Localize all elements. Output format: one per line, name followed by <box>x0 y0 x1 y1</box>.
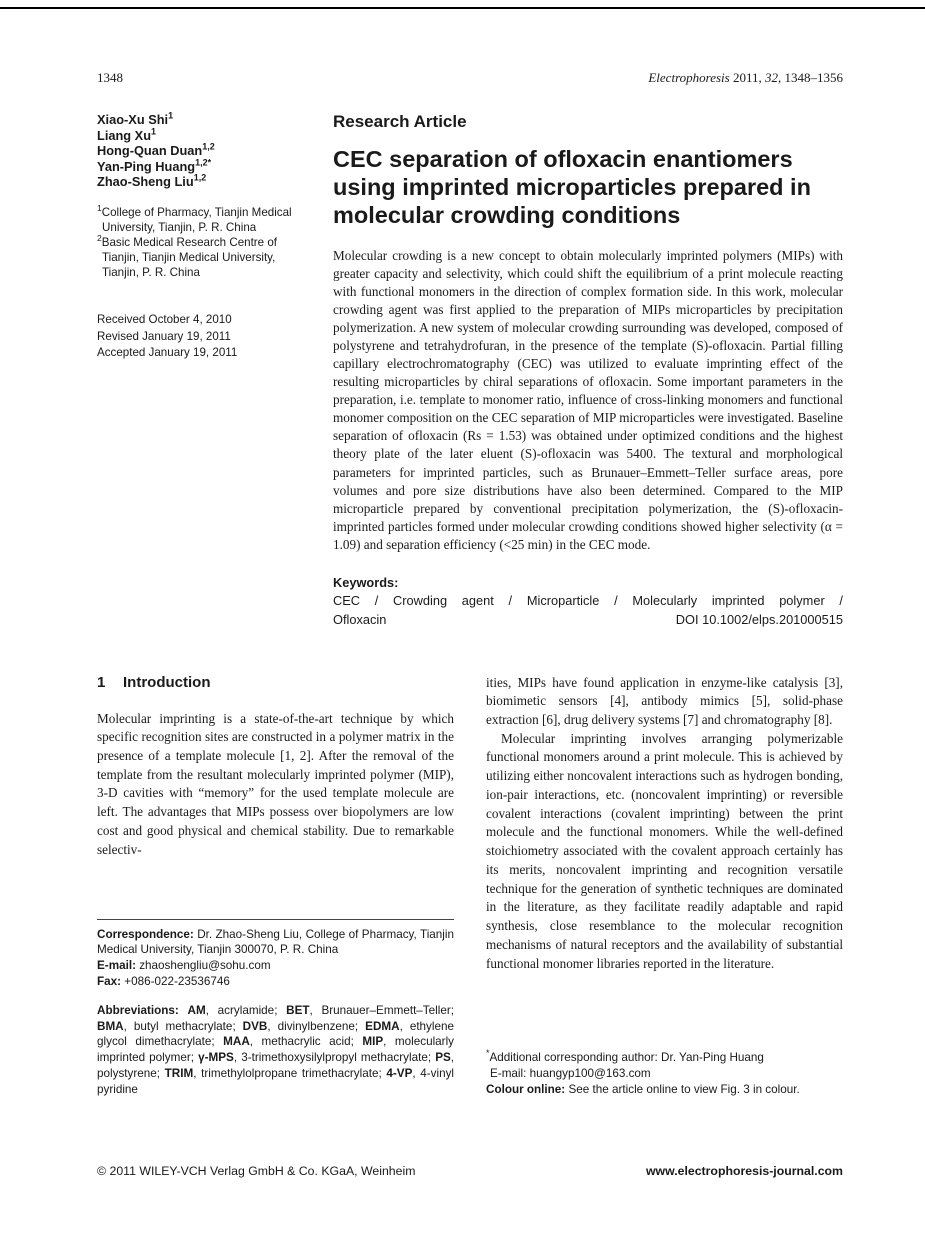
additional-email-text: E-mail: huangyp100@163.com <box>490 1066 651 1080</box>
author-affiliation-marker: 1 <box>151 126 157 137</box>
additional-author-note <box>486 1050 843 1066</box>
abbreviation-definition: ethylene glycol dimethacrylate <box>97 1019 455 1049</box>
affiliation-marker: 1 <box>97 203 102 214</box>
section-heading-introduction <box>97 674 454 691</box>
left-footnotes <box>97 919 454 1098</box>
copyright-text: © 2011 WILEY-VCH Verlag GmbH & Co. KGaA, Weinheim <box>97 1164 416 1178</box>
keywords-doi-row <box>333 611 843 630</box>
keywords-last-item: Ofloxacin <box>333 611 387 627</box>
correspondence-fax-line <box>97 974 454 990</box>
running-head <box>97 70 843 86</box>
article-type-label: Research Article <box>333 112 467 131</box>
author-affiliation-marker: 1,2 <box>193 173 207 184</box>
keywords-block <box>333 574 843 630</box>
colour-online-text: See the article online to view Fig. 3 in colour. <box>565 1082 800 1096</box>
fax-label: Fax: <box>97 974 122 988</box>
keywords-text: CEC / Crowding agent / Microparticle / Molecularly imprinted polymer / <box>333 593 843 609</box>
abbreviation-definition: Brunauer–Emmett–Teller <box>321 1003 451 1017</box>
abbreviation-term: TRIM <box>164 1066 194 1080</box>
history-received: Received October 4, 2010 <box>97 313 232 327</box>
page-footer <box>97 1164 843 1178</box>
introduction-paragraph-2: ities, MIPs have found application in enzyme-like catalysis [3], biomimetic sensors [4], antibody mimics [5], solid-phase extraction [6], drug delivery systems [7] and chromatography [8]. <box>486 674 843 727</box>
article-title: CEC separation of ofloxacin enantiomers using imprinted microparticles prepared in molecular crowding conditions <box>333 146 811 229</box>
abbreviation-definition: methacrylic acid <box>261 1035 351 1049</box>
correspondence-line <box>97 927 454 959</box>
author-affiliation-marker: 1 <box>168 110 174 121</box>
author-name-text: Hong-Quan Duan <box>97 143 203 159</box>
correspondence-text: Dr. Zhao-Sheng Liu, College of Pharmacy, Tianjin Medical University, Tianjin 300070, P. R. China <box>97 927 454 957</box>
abbreviation-term: DVB <box>242 1019 268 1033</box>
abbreviation-definition: molecularly imprinted polymer <box>97 1035 455 1065</box>
abbreviation-term: BMA <box>97 1019 124 1033</box>
author-name <box>97 159 305 175</box>
article-history <box>97 312 305 361</box>
abbreviation-definition: 3-trimethoxysilylpropyl methacrylate <box>241 1051 428 1065</box>
journal-volume: 32 <box>765 70 778 85</box>
abbreviation-term: AM <box>187 1003 206 1017</box>
abbreviation-definition: trimethylolpropane trimethacrylate <box>201 1066 379 1080</box>
body-column-right <box>486 674 843 1098</box>
history-accepted: Accepted January 19, 2011 <box>97 346 238 360</box>
author-affiliation-marker: 1,2 <box>202 141 215 152</box>
author-name-text: Yan-Ping Huang <box>97 158 196 174</box>
abbreviation-term: EDMA <box>365 1019 400 1033</box>
correspondence-email-line <box>97 958 454 974</box>
article-meta-column <box>97 112 305 630</box>
journal-name: Electrophoresis <box>648 70 730 85</box>
introduction-paragraph-3: Molecular imprinting involves arranging polymerizable functional monomers around a print molecule. This is achieved by utilizing either noncovalent interactions such as hydrogen bonding, ion-pair interactions, etc. (noncovalent imprinting) or reversible covalent interactions (covalent imprinting) between the print molecule and the functional monomers. While the well-defined stoichiometry associated with the covalent approach certainly has its merits, noncovalent imprinting and recognition versatile technique for the generation of synthetic techniques are dominated in the literature, as they facilitate readily adaptable and rapid synthesis, close resemblance to the molecular recognition mechanisms of natural receptors and the availability of substantial functional monomer libraries reported in the literature. <box>486 730 843 971</box>
page-number: 1348 <box>97 70 123 85</box>
abbreviation-definition: polystyrene <box>97 1066 157 1080</box>
correspondence-note <box>97 927 454 990</box>
history-revised: Revised January 19, 2011 <box>97 329 231 343</box>
affiliations-list <box>97 205 305 280</box>
author-name <box>97 174 305 190</box>
affiliation-text: Basic Medical Research Centre of Tianjin, Tianjin Medical University, Tianjin, P. R. China <box>101 236 278 280</box>
correspondence-label: Correspondence: <box>97 927 194 941</box>
email-label: E-mail: <box>97 959 136 973</box>
author-name <box>97 112 305 128</box>
author-name <box>97 143 305 159</box>
article-body <box>97 674 843 1098</box>
abbreviation-term: BET <box>286 1003 310 1017</box>
author-name-text: Zhao-Sheng Liu <box>97 174 194 190</box>
section-number: 1 <box>97 673 106 691</box>
abbreviation-term: 4-VP <box>386 1066 413 1080</box>
fax-text: +086-022-23536746 <box>121 974 230 988</box>
affiliation-marker: 2 <box>97 233 102 244</box>
footnote-asterisk: * <box>486 1048 490 1059</box>
journal-year: 2011, <box>729 70 765 85</box>
keywords-label: Keywords: <box>333 574 399 590</box>
footnote-rule <box>97 919 454 920</box>
colour-online-label: Colour online: <box>486 1082 566 1096</box>
affiliation-text: College of Pharmacy, Tianjin Medical University, Tianjin, P. R. China <box>101 206 292 235</box>
abbreviations-label: Abbreviations: <box>97 1003 179 1017</box>
affiliation-item <box>97 235 305 280</box>
author-name-text: Xiao-Xu Shi <box>97 112 169 127</box>
article-top-matter <box>97 112 843 630</box>
authors-list <box>97 112 305 190</box>
author-affiliation-marker: 1,2* <box>195 157 212 168</box>
abbreviation-definition: divinylbenzene <box>277 1019 355 1033</box>
abbreviation-definition: 4-vinyl pyridine <box>97 1066 455 1096</box>
abbreviation-term: MIP <box>362 1035 384 1049</box>
abstract-text: Molecular crowding is a new concept to obtain molecularly imprinted polymers (MIPs) with greater capacity and selectivity, which could shift the equilibrium of a print molecule reacting with functional monomers in the direction of complex formation side. In this work, molecular crowding agent was first applied to the preparation of MIPs microparticles by precipitation polymerization. A new system of molecular crowding surrounding was developed, composed of polystyrene and tetrahydrofuran, in the presence of the template (S)-ofloxacin. Partial filling capillary electrochromatography (CEC) was utilized to evaluate imprinting effect of the resulting microparticles by chiral separations of ofloxacin. Some important parameters in the preparation, i.e. template to monomer ratio, influence of cross-linking monomers and functional monomer composition on the CEC separation of MIP microparticles were investigated. Baseline separation of ofloxacin (Rs = 1.53) was obtained under optimized conditions and the highest theory plate of the later eluent (S)-ofloxacin was 5400. The textural and morphological parameters for imprinted particles, such as Brunauer–Emmett–Teller surface areas, pore volumes and pore size distributions have also been determined. Compared to the MIP microparticle prepared by conventional precipitation polymerization, the (S)-ofloxacin-imprinted particles formed under molecular crowding conditions showed higher selectivity (α = 1.09) and separation efficiency (<25 min) in the CEC mode. <box>333 247 843 552</box>
affiliation-item <box>97 205 305 235</box>
additional-email-line <box>486 1066 843 1082</box>
journal-reference <box>648 70 843 86</box>
author-name-text: Liang Xu <box>97 127 152 143</box>
introduction-paragraph-1: Molecular imprinting is a state-of-the-art technique by which specific recognition sites are constructed in a polymer matrix in the presence of a template molecule [1, 2]. After the removal of the template from the resultant molecularly imprinted polymer (MIP), 3-D cavities with “memory” for the used template molecule are left. The advantages that MIPs possess over biopolymers are low cost and good physical and chemical stability. Due to remarkable selectiv- <box>97 710 454 857</box>
doi-text: DOI 10.1002/elps.201000515 <box>675 611 843 627</box>
page-top-rule <box>0 7 925 9</box>
right-footnotes <box>486 1050 843 1097</box>
abbreviations-text: Abbreviations: AM, acrylamide; BET, Brunauer–Emmett–Teller; BMA, butyl methacrylate; DVB, divinylbenzene; EDMA, ethylene glycol dimethacrylate; MAA, methacrylic acid; MIP, molecularly imprinted polymer; γ-MPS, 3-trimethoxysilylpropyl methacrylate; PS, polystyrene; TRIM, trimethylolpropane trimethacrylate; 4-VP, 4-vinyl pyridine <box>97 1003 455 1096</box>
abbreviation-definition: acrylamide <box>217 1003 275 1017</box>
additional-author-text: Additional corresponding author: Dr. Yan-Ping Huang <box>489 1051 764 1065</box>
abbreviation-definition: butyl methacrylate <box>133 1019 233 1033</box>
author-name <box>97 128 305 144</box>
journal-website: www.electrophoresis-journal.com <box>645 1164 843 1178</box>
article-header-column <box>333 112 843 630</box>
section-title: Introduction <box>123 673 211 691</box>
abbreviation-term: MAA <box>223 1035 250 1049</box>
abbreviation-term: γ-MPS <box>198 1051 234 1065</box>
email-text: zhaoshengliu@sohu.com <box>135 959 271 973</box>
journal-pages: , 1348–1356 <box>778 70 843 85</box>
abbreviation-term: PS <box>435 1051 451 1065</box>
colour-online-note <box>486 1082 843 1098</box>
body-column-left <box>97 674 454 1098</box>
